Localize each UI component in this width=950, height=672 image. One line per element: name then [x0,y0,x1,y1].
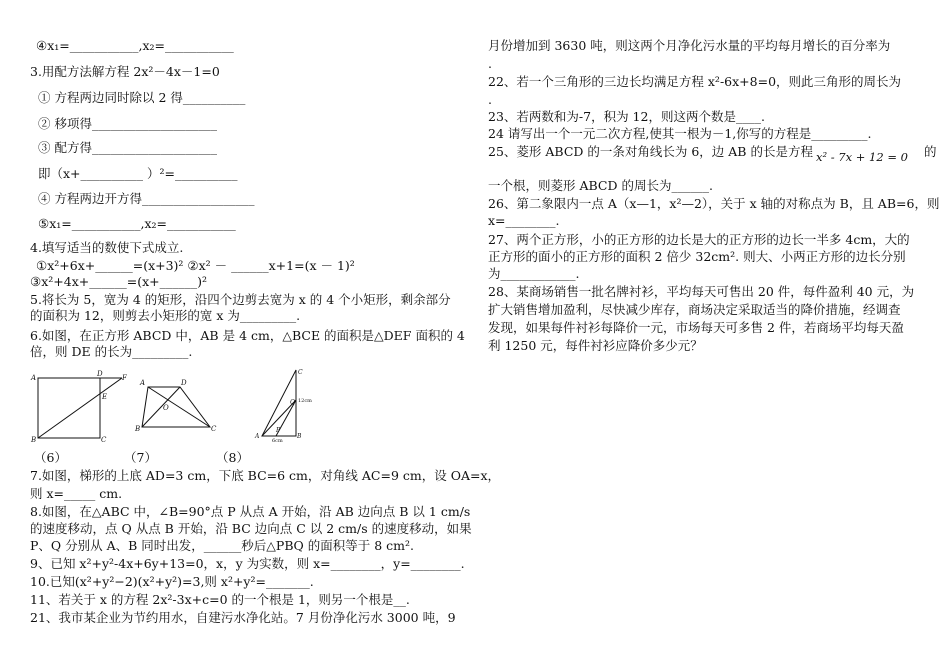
fig6-label-E: E [102,393,108,401]
q3-step3-cont: 即（x+__________ ）²=__________ [38,166,238,181]
figure-7-caption: （7） [124,450,157,465]
q27-line1: 27、两个正方形，小的正方形的边长是大的正方形的边长一半多 4cm，大的 [488,232,910,247]
fig6-label-B: B [31,436,37,444]
q3-step2: ② 移项得____________________ [38,116,217,131]
q4-line1: ①x²+6x+______=(x+3)² ②x² － ______x+1=(x － 1)² [36,258,355,273]
q27-line2: 正方形的面小的正方形的面积 2 倍少 32cm². 则大、小两正方形的边长分别 [488,249,906,264]
fig8-label-12cm: 12cm [298,398,312,404]
q21-line1: 21、我市某企业为节约用水，自建污水净化站。7 月份净化污水 3000 吨，9 [30,610,456,625]
fig6-label-A: A [31,374,37,382]
q6-line1: 6.如图，在正方形 ABCD 中，AB 是 4 cm，△BCE 的面积是△DEF 面积的 4 [30,328,465,343]
fig6-label-D: D [97,370,103,378]
fig7-label-O: O [163,404,169,412]
q28-line4: 利 1250 元，每件衬衫应降价多少元？ [488,338,703,353]
q4-title: 4.填写适当的数使下式成立. [30,240,184,255]
q27-line3: 为____________. [488,266,580,281]
figure-6-caption: （6） [34,450,67,465]
q21-line2: 月份增加到 3630 吨，则这两个月净化污水量的平均每月增长的百分率为 [488,38,891,53]
q3-step4: ④ 方程两边开方得__________________ [38,191,255,206]
q28-line1: 28、某商场销售一批名牌衬衫，平均每天可售出 20 件，每件盈利 40 元，为 [488,284,915,299]
q8-line3: P、Q 分别从 A、B 同时出发，______秒后△PBQ 的面积等于 8 cm². [30,538,414,553]
q28-line3: 发现，如果每件衬衫每降价一元，市场每天可多售 2 件，若商场平均每天盈 [488,320,904,335]
q25-line2: 一个根，则菱形 ABCD 的周长为______. [488,178,713,193]
q3-step3: ③ 配方得____________________ [38,140,217,155]
q26-line1: 26、第二象限内一点 A（x—1，x²—2），关于 x 轴的对称点为 B，且 AB=6，则 [488,196,940,211]
fig8-label-6cm: 6cm [272,438,283,442]
q25-equation: x² - 7x + 12 = 0 [816,150,908,164]
q6-line2: 倍，则 DE 的长为_________. [30,344,193,359]
q3-step4-line: ④x₁=___________,x₂=___________ [36,38,234,53]
q8-line1: 8.如图，在△ABC 中，∠B=90°点 P 从点 A 开始，沿 AB 边向点 B 以 1 cm/s [30,504,471,519]
fig8-label-C: C [298,369,303,376]
q5-line2: 的面积为 12，则剪去小矩形的宽 x 为_________. [30,308,301,323]
figure-6 [30,368,130,444]
q26-line2: x=________. [488,213,560,228]
fig7-label-D: D [181,379,187,387]
figure-7 [134,375,224,435]
q22-line1: 22、若一个三角形的三边长均满足方程 x²-6x+8=0，则此三角形的周长为 [488,74,902,89]
fig7-label-B: B [135,425,141,433]
q28-line2: 扩大销售增加盈利，尽快减少库存，商场决定采取适当的降价措施，经调查 [488,302,901,317]
fig6-label-C: C [101,436,107,444]
q7-line1: 7.如图，梯形的上底 AD=3 cm，下底 BC=6 cm，对角线 AC=9 cm，设 OA=x， [30,468,501,483]
fig8-label-P: P [276,427,281,434]
fig6-label-F: F [122,374,127,382]
q4-line2: ③x²+4x+______=(x+______)² [30,274,207,289]
q5-line1: 5.将长为 5，宽为 4 的矩形，沿四个边剪去宽为 x 的 4 个小矩形，剩余部分 [30,292,451,307]
figure-8 [252,366,314,442]
fig7-label-A: A [140,379,146,387]
q23: 23、若两数和为-7，积为 12，则这两个数是____. [488,109,765,124]
q11: 11、若关于 x 的方程 2x²-3x+c=0 的一个根是 1，则另一个根是__. [30,592,410,607]
q24: 24 请写出一个一元二次方程,使其一根为－1,你写的方程是_________. [488,126,872,141]
q25-equation-suffix: 的 [924,144,937,159]
q22-line2: . [488,92,492,107]
q9: 9、已知 x²+y²-4x+6y+13=0，x，y 为实数，则 x=________，y=________. [30,556,465,571]
q8-line2: 的速度移动，点 Q 从点 B 开始，沿 BC 边向点 C 以 2 cm/s 的速度移动，如果 [30,521,472,536]
q10: 10.已知(x²+y²−2)(x²+y²)=3,则 x²+y²=_______. [30,574,314,589]
q7-line2: 则 x=_____ cm. [30,486,123,501]
fig8-label-A: A [255,433,260,440]
figure-8-caption: （8） [216,450,249,465]
q3-title: 3.用配方法解方程 2x²－4x－1=0 [30,64,220,79]
fig7-label-C: C [211,425,217,433]
fig8-label-Q: Q [290,399,295,406]
q21-line3: . [488,56,492,71]
fig8-label-B: B [297,433,302,440]
q3-step1: ① 方程两边同时除以 2 得__________ [38,90,246,105]
q25-line1: 25、菱形 ABCD 的一条对角线长为 6，边 AB 的长是方程 [488,144,813,159]
q3-step5: ⑤x₁=___________,x₂=___________ [38,216,236,231]
